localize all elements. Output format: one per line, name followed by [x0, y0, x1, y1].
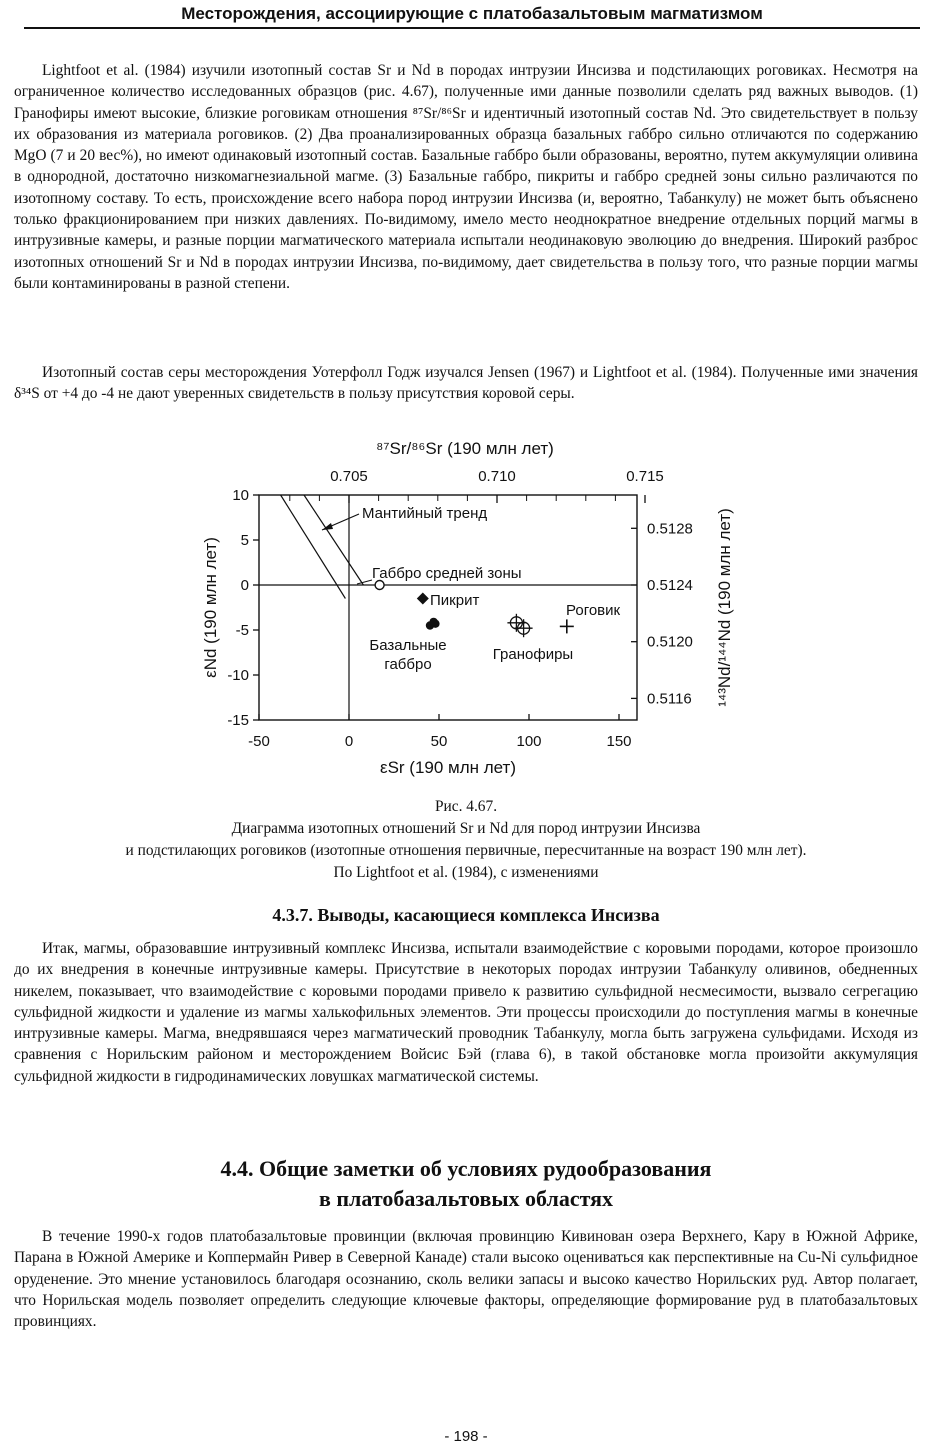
y-tick-label: -5: [235, 622, 249, 639]
annotation-picrite: Пикрит: [430, 592, 480, 609]
right-tick-label: 0.5128: [647, 520, 693, 538]
top-axis-title: ⁸⁷Sr/⁸⁶Sr (190 млн лет): [376, 439, 554, 458]
y-tick-label: 5: [240, 532, 249, 549]
x-tick-label: 50: [430, 733, 448, 750]
annotation-hornfels: Роговик: [566, 602, 621, 619]
top-tick-label: 0.705: [330, 468, 368, 485]
right-tick-label: 0.5124: [647, 577, 693, 594]
right-axis-title: ¹⁴³Nd/¹⁴⁴Nd (190 млн лет): [715, 508, 734, 707]
right-tick-label: 0.5120: [647, 633, 693, 651]
x-tick-label: 150: [606, 733, 632, 750]
y-tick-label: -15: [227, 712, 249, 729]
x-axis-title: εSr (190 млн лет): [379, 758, 517, 777]
section-heading-4-4-line-2: в платобазальтовых областях: [318, 1186, 614, 1211]
marker-diamond: [417, 593, 429, 605]
x-tick-label: 100: [516, 733, 542, 750]
paragraph-isotopes-sr-nd: Lightfoot et al. (1984) изучили изотопный состав Sr и Nd в породах интрузии Инсизва и подстилающих роговиках. Несмотря на ограниченное количество исследованных образцов (рис. 4.67), полученные ими данные позволили сделать ряд важных выводов. (1) Гранофиры имеют высокие, близкие роговикам отношения ⁸⁷Sr/⁸⁶Sr и идентичный изотопный состав Nd. Это свидетельствует в пользу их образования из материала роговиков. (2) Два проанализированных образца базальных габбро сильно отличаются по содержанию MgO (7 и 20 вес%), но имеют одинаковый изотопный состав. Базальные габбро были образованы, вероятно, путем аккумуляции оливина в однородной, достаточно низкомагнезиальной магме. (3) Базальные габбро, пикриты и габбро средней зоны сильно различаются по изотопному составу. То есть, происхождение всего набора пород интрузии Инсизва (и, вероятно, Табанкулу) не может быть объяснено только фракционированием при низких давлениях. По-видимому, имело место неоднократное внедрение отдельных порций магмы в интрузивные камеры, и разные порции магматического материала испытали неодинаковую эволюцию до внедрения. Широкий разброс изотопных отношений Sr и Nd в породах интрузии Инсизва, по-видимому, дает свидетельства в пользу того, что разные порции магмы были контаминированы в разной степени.: [14, 62, 918, 292]
figure-caption-line-2: и подстилающих роговиков (изотопные отношения первичные, пересчитанные на возраст 190 млн лет).: [125, 842, 807, 859]
y-tick-label: 10: [232, 487, 249, 504]
annotation-middle-gabbro: Габбро средней зоны: [372, 565, 522, 582]
x-tick-label: 0: [344, 733, 354, 750]
section-heading-4-4-line-1: 4.4. Общие заметки об условиях рудообразования: [220, 1156, 712, 1181]
paragraph-conclusions: Итак, магмы, образовавшие интрузивный комплекс Инсизва, испытали взаимодействие с коровыми породами, которое произошло до их внедрения в конечные интрузивные камеры. Присутствие в некоторых породах интрузии Табанкулу оливинов, обедненных никелем, показывает, что взаимодействие с коровыми породами привело к развитию сульфидной несмесимости, вызвало сегрегацию сульфидной жидкости и удаление из магмы халькофильных элементов. Эти процессы происходили до поступления магмы в конечные интрузивные камеры. Магма, внедрявшаяся через магматический проводник Табанкулу, могла быть загружена сульфидами. Исходя из сравнения с Норильским районом и месторождением Войсис Бэй (глава 6), в такой обстановке могла произойти аккумуляция сульфидной жидкости в гидродинамических ловушках магматической системы.: [14, 940, 918, 1085]
figure-caption-line-1: Диаграмма изотопных отношений Sr и Nd для пород интрузии Инсизва: [231, 820, 701, 837]
annotation-basal-line-1: Базальные: [369, 637, 447, 654]
annotation-middle-gabbro-pointer: [357, 580, 372, 584]
right-tick-label: 0.5116: [647, 690, 692, 708]
paragraph-sulfur-isotopes: Изотопный состав серы месторождения Уотерфолл Годж изучался Jensen (1967) и Lightfoot et al. (1984). Полученные ими значения δ³⁴S от +4 до -4 не дают уверенных свидетельств в пользу присутствия коровой серы.: [14, 364, 918, 403]
top-tick-label: 0.710: [478, 468, 516, 485]
page-number: - 198 -: [444, 1428, 488, 1445]
section-heading-4-3-7: 4.3.7. Выводы, касающиеся комплекса Инсизва: [272, 905, 660, 925]
annotation-mantle-trend: Мантийный тренд: [362, 505, 488, 522]
running-head: Месторождения, ассоциирующие с платобазальтовым магматизмом: [181, 4, 763, 23]
mantle-trend-line: [281, 495, 346, 599]
paragraph-general-notes: В течение 1990-х годов платобазальтовые провинции (включая провинцию Кивинован озера Верхнего, Кару в Южной Африке, Парана в Южной Америке и Коппермайн Ривер в Северной Канаде) стали высоко оцениваться как перспективные на Cu-Ni сульфидное оруденение. Это мнение установилось благодаря осознанию, сколь велики запасы и высоко качество Норильских руд. Автор полагает, что Норильская модель позволяет определить следующие ключевые факторы, определяющие формирование руд в платобазальтовых провинциях.: [14, 1228, 918, 1331]
isotope-diagram: [0, 432, 931, 777]
figure-number: Рис. 4.67.: [434, 798, 498, 815]
y-axis-title: εNd (190 млн лет): [201, 537, 220, 678]
y-tick-label: -10: [227, 667, 249, 684]
y-tick-label: 0: [240, 577, 249, 594]
header-rule: [24, 27, 920, 29]
x-tick-label: -50: [248, 733, 270, 750]
figure-caption-source: По Lightfoot et al. (1984), с изменениями: [333, 864, 599, 881]
marker-filled-circle: [429, 618, 437, 626]
annotation-basal-line-2: габбро: [384, 656, 432, 673]
mantle-trend-line: [304, 495, 363, 585]
annotation-granophyre: Гранофиры: [492, 646, 574, 663]
top-tick-label: 0.715: [626, 468, 664, 485]
